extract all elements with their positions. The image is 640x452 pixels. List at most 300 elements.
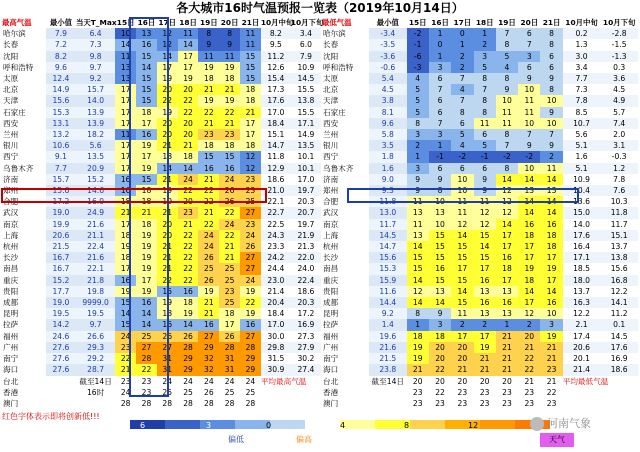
left-value-cell: 19.8 bbox=[76, 286, 115, 297]
left-value-cell: 18 bbox=[136, 219, 157, 230]
left-value-cell: 24 bbox=[224, 376, 235, 386]
right-value-cell: 18.0 bbox=[563, 275, 601, 286]
right-table-row bbox=[322, 185, 638, 196]
left-value-cell: 17 bbox=[115, 140, 136, 151]
left-value-cell: 19.7 bbox=[291, 219, 321, 230]
left-value-cell: 13.1 bbox=[46, 118, 76, 129]
right-value-cell: 15 bbox=[451, 252, 473, 263]
left-value-cell bbox=[46, 387, 76, 398]
scale-label-5: 8 bbox=[404, 421, 410, 430]
left-value-cell: 12.9 bbox=[261, 163, 291, 174]
left-table-row bbox=[2, 129, 321, 140]
left-city-cell: 成都 bbox=[3, 298, 19, 308]
right-city-cell: 台北 bbox=[323, 376, 339, 386]
right-value-cell: -3.4 bbox=[369, 28, 407, 39]
left-value-cell: 19 bbox=[240, 286, 261, 297]
left-value-cell: 22 bbox=[136, 364, 157, 375]
left-value-cell: 19 bbox=[115, 241, 136, 252]
right-value-cell: 2.1 bbox=[563, 319, 601, 330]
right-table-row bbox=[322, 241, 638, 252]
right-value-cell: 6 bbox=[429, 73, 451, 84]
brand-logo bbox=[530, 414, 635, 434]
left-value-cell: 27 bbox=[240, 252, 261, 263]
right-value-cell: 14.0 bbox=[563, 219, 601, 230]
right-value-cell: 5.4 bbox=[369, 73, 407, 84]
right-table-row bbox=[322, 62, 638, 73]
right-value-cell: 11 bbox=[496, 118, 518, 129]
right-value-cell: 17 bbox=[540, 252, 562, 263]
right-city-cell: 福州 bbox=[323, 331, 339, 341]
left-value-cell: 17.0 bbox=[261, 107, 291, 118]
left-value-cell: 19 bbox=[157, 185, 178, 196]
left-value-cell: 8.2 bbox=[46, 51, 76, 62]
left-value-cell: 27.6 bbox=[46, 353, 76, 364]
left-value-cell: 17.7 bbox=[46, 286, 76, 297]
right-value-cell: 2 bbox=[451, 319, 473, 330]
left-value-cell: 平均最高气温 bbox=[260, 376, 307, 386]
left-value-cell: 22 bbox=[178, 185, 199, 196]
left-value-cell: 22 bbox=[219, 207, 240, 218]
left-value-cell: 21 bbox=[198, 118, 219, 129]
right-value-cell: 8 bbox=[407, 118, 429, 129]
left-value-cell: 14 bbox=[136, 62, 157, 73]
left-city-cell: 重庆 bbox=[3, 275, 19, 285]
left-value-cell: 7.7 bbox=[46, 163, 76, 174]
right-value-cell: 1 bbox=[429, 51, 451, 62]
right-value-cell: 23 bbox=[540, 364, 562, 375]
right-value-cell: 15 bbox=[429, 252, 451, 263]
left-value-cell: 22.0 bbox=[291, 252, 321, 263]
left-value-cell: 23 bbox=[240, 174, 261, 185]
left-value-cell: 32 bbox=[198, 364, 219, 375]
left-value-cell: 11.8 bbox=[261, 151, 291, 162]
left-value-cell: 19 bbox=[136, 140, 157, 151]
left-table-row bbox=[2, 207, 321, 218]
scale-label-3: 0 bbox=[266, 421, 272, 430]
right-city-cell: 兰州 bbox=[323, 130, 339, 140]
right-value-cell: 7.4 bbox=[600, 118, 638, 129]
right-value-cell: 5 bbox=[407, 95, 429, 106]
right-value-cell: 21 bbox=[474, 353, 496, 364]
left-value-cell: 26 bbox=[219, 185, 240, 196]
left-value-cell: 19 bbox=[219, 62, 240, 73]
right-value-cell: 2 bbox=[451, 51, 473, 62]
left-value-cell: 11 bbox=[240, 28, 261, 39]
right-table-row bbox=[322, 331, 638, 342]
right-city-cell: 昆明 bbox=[323, 309, 339, 319]
right-value-cell: 6 bbox=[540, 62, 562, 73]
left-value-cell: 22 bbox=[178, 252, 199, 263]
right-value-cell: 8 bbox=[540, 84, 562, 95]
right-header-cell: 16日 bbox=[431, 18, 449, 27]
right-value-cell: 6 bbox=[474, 129, 496, 140]
left-table-row bbox=[2, 252, 321, 263]
right-value-cell: 23 bbox=[457, 398, 468, 408]
left-city-cell: 天津 bbox=[3, 96, 19, 106]
left-value-cell: 6.0 bbox=[291, 39, 321, 50]
left-value-cell: 8.2 bbox=[261, 28, 291, 39]
right-value-cell: 22 bbox=[518, 353, 540, 364]
right-value-cell: 11 bbox=[518, 95, 540, 106]
right-value-cell: 2 bbox=[474, 39, 496, 50]
left-value-cell: 16.9 bbox=[76, 196, 115, 207]
right-header-cell: 最低气温 bbox=[322, 18, 352, 27]
left-value-cell: 11 bbox=[115, 129, 136, 140]
left-value-cell: 19 bbox=[157, 196, 178, 207]
left-value-cell: 20 bbox=[157, 118, 178, 129]
left-value-cell: 23 bbox=[120, 376, 131, 386]
left-value-cell: 16 bbox=[115, 275, 136, 286]
right-value-cell: 6 bbox=[518, 62, 540, 73]
right-value-cell: 10 bbox=[518, 118, 540, 129]
right-value-cell: -3.5 bbox=[369, 39, 407, 50]
left-value-cell: 19 bbox=[136, 252, 157, 263]
right-value-cell: 14.1 bbox=[600, 297, 638, 308]
left-value-cell: 10 bbox=[115, 28, 136, 39]
left-value-cell: 17 bbox=[136, 118, 157, 129]
left-city-cell: 银川 bbox=[3, 141, 19, 151]
right-value-cell: 9 bbox=[474, 174, 496, 185]
left-city-cell: 台北 bbox=[3, 376, 19, 386]
right-value-cell: 15 bbox=[451, 241, 473, 252]
left-value-cell: 15.2 bbox=[76, 174, 115, 185]
right-value-cell: 14.4 bbox=[369, 297, 407, 308]
right-value-cell: 23 bbox=[524, 387, 535, 397]
left-value-cell: 11 bbox=[178, 28, 199, 39]
left-value-cell: 截至14日 bbox=[79, 376, 112, 386]
left-value-cell: 24 bbox=[120, 387, 131, 397]
right-value-cell: 17.6 bbox=[563, 230, 601, 241]
left-value-cell: 19 bbox=[115, 286, 136, 297]
right-value-cell: 6 bbox=[429, 95, 451, 106]
left-table-row bbox=[2, 331, 321, 342]
left-value-cell: 31 bbox=[219, 364, 240, 375]
right-value-cell: 15 bbox=[451, 275, 473, 286]
left-value-cell: 12 bbox=[157, 39, 178, 50]
scale-low-label: 偏低 bbox=[228, 435, 244, 444]
left-value-cell: 18 bbox=[198, 73, 219, 84]
left-value-cell: 15.1 bbox=[261, 129, 291, 140]
left-value-cell: 30.2 bbox=[291, 353, 321, 364]
right-value-cell: 16.3 bbox=[563, 297, 601, 308]
left-value-cell: 15.5 bbox=[291, 107, 321, 118]
right-value-cell: 21.5 bbox=[369, 353, 407, 364]
right-value-cell: 17 bbox=[451, 263, 473, 274]
right-value-cell: 1.6 bbox=[563, 151, 601, 162]
left-value-cell: 28 bbox=[162, 398, 173, 408]
left-value-cell: 22.1 bbox=[261, 196, 291, 207]
left-table-row bbox=[2, 107, 321, 118]
left-value-cell: 21 bbox=[157, 252, 178, 263]
right-header-cell: 19日 bbox=[498, 18, 516, 27]
right-value-cell: -2 bbox=[451, 151, 473, 162]
left-value-cell: 21 bbox=[240, 107, 261, 118]
right-value-cell: 10 bbox=[518, 163, 540, 174]
right-value-cell: 9 bbox=[540, 140, 562, 151]
left-header-cell: 16日 bbox=[137, 18, 156, 27]
right-city-cell: 南昌 bbox=[323, 264, 339, 274]
left-value-cell: 21.9 bbox=[291, 230, 321, 241]
right-value-cell: 7 bbox=[540, 129, 562, 140]
left-city-cell: 呼和浩特 bbox=[3, 62, 34, 72]
left-value-cell: 24 bbox=[198, 241, 219, 252]
right-value-cell: -6 bbox=[407, 51, 429, 62]
left-value-cell: 18 bbox=[157, 308, 178, 319]
left-value-cell: 15.4 bbox=[261, 73, 291, 84]
right-city-cell: 香港 bbox=[323, 387, 339, 397]
right-value-cell: 3 bbox=[474, 51, 496, 62]
right-city-cell: 西宁 bbox=[323, 152, 339, 162]
right-value-cell: 11 bbox=[474, 118, 496, 129]
right-table-row bbox=[322, 319, 638, 330]
left-city-cell: 西宁 bbox=[3, 152, 19, 162]
right-value-cell: 7 bbox=[429, 118, 451, 129]
left-value-cell: 3.4 bbox=[291, 28, 321, 39]
right-value-cell: 19 bbox=[407, 342, 429, 353]
left-value-cell: 17 bbox=[240, 129, 261, 140]
left-value-cell: 19 bbox=[198, 286, 219, 297]
left-value-cell: 20.7 bbox=[291, 207, 321, 218]
right-city-cell: 杭州 bbox=[323, 242, 339, 252]
left-value-cell: 24 bbox=[240, 230, 261, 241]
left-value-cell: 24 bbox=[240, 275, 261, 286]
left-value-cell: 12.6 bbox=[261, 62, 291, 73]
left-value-cell: 13 bbox=[115, 62, 136, 73]
right-value-cell: 12 bbox=[474, 219, 496, 230]
left-value-cell: 17 bbox=[219, 319, 240, 330]
right-value-cell: 15.1 bbox=[600, 230, 638, 241]
left-value-cell: 20.6 bbox=[46, 230, 76, 241]
left-table-row bbox=[2, 219, 321, 230]
left-city-cell: 合肥 bbox=[3, 197, 19, 207]
right-value-cell: 17 bbox=[518, 297, 540, 308]
right-value-cell: 7 bbox=[429, 84, 451, 95]
left-table-row bbox=[2, 140, 321, 151]
right-value-cell: 7.6 bbox=[600, 185, 638, 196]
right-table-row bbox=[322, 376, 638, 387]
right-header-cell: 20日 bbox=[520, 18, 539, 27]
left-value-cell: 18 bbox=[136, 107, 157, 118]
left-value-cell: 29.2 bbox=[76, 353, 115, 364]
left-value-cell: 19.5 bbox=[46, 308, 76, 319]
right-city-cell: 重庆 bbox=[323, 275, 339, 285]
left-value-cell: 28 bbox=[120, 398, 131, 408]
left-value-cell: 19.9 bbox=[46, 219, 76, 230]
right-value-cell: 17.6 bbox=[600, 342, 638, 353]
left-value-cell: 28 bbox=[204, 398, 214, 408]
left-value-cell: 14 bbox=[178, 163, 199, 174]
right-value-cell: 17 bbox=[518, 252, 540, 263]
right-value-cell: 9 bbox=[496, 84, 518, 95]
right-value-cell: 13 bbox=[407, 207, 429, 218]
left-value-cell: 13.2 bbox=[46, 129, 76, 140]
left-value-cell: 11 bbox=[219, 51, 240, 62]
left-value-cell: 24.4 bbox=[261, 263, 291, 274]
right-table-row bbox=[322, 286, 638, 297]
right-value-cell: 15 bbox=[474, 230, 496, 241]
left-value-cell: 22 bbox=[178, 275, 199, 286]
right-value-cell: 16 bbox=[540, 297, 562, 308]
left-value-cell: 16.9 bbox=[291, 319, 321, 330]
left-value-cell: 18 bbox=[178, 297, 199, 308]
left-value-cell: 9.7 bbox=[76, 319, 115, 330]
left-table-row bbox=[2, 387, 321, 398]
right-value-cell: 1 bbox=[451, 39, 473, 50]
right-value-cell: 16 bbox=[496, 297, 518, 308]
left-value-cell: 17.2 bbox=[291, 308, 321, 319]
left-value-cell: 20.3 bbox=[291, 196, 321, 207]
left-city-cell: 广州 bbox=[3, 342, 19, 352]
left-value-cell bbox=[46, 398, 76, 409]
left-value-cell: 21 bbox=[178, 140, 199, 151]
left-header-cell: 20日 bbox=[220, 18, 239, 27]
left-value-cell: 14.7 bbox=[261, 140, 291, 151]
right-value-cell: 20.1 bbox=[563, 353, 601, 364]
left-value-cell: 18 bbox=[240, 84, 261, 95]
right-value-cell: 17.4 bbox=[563, 331, 601, 342]
right-value-cell: 23 bbox=[502, 398, 512, 408]
left-value-cell: 22 bbox=[178, 263, 199, 274]
left-value-cell: 16时 bbox=[86, 387, 105, 397]
right-value-cell: 21 bbox=[546, 376, 557, 386]
right-value-cell: 17 bbox=[518, 241, 540, 252]
right-city-cell: 长春 bbox=[323, 40, 339, 50]
right-value-cell: 13 bbox=[474, 308, 496, 319]
left-table-row bbox=[2, 174, 321, 185]
left-value-cell: 18.2 bbox=[76, 129, 115, 140]
right-table-row bbox=[322, 342, 638, 353]
left-value-cell: 21 bbox=[198, 174, 219, 185]
right-value-cell: 20 bbox=[518, 331, 540, 342]
left-value-cell: 30.9 bbox=[261, 364, 291, 375]
right-value-cell: 11.8 bbox=[600, 207, 638, 218]
right-value-cell: 5.6 bbox=[563, 129, 601, 140]
left-value-cell: 20 bbox=[178, 129, 199, 140]
right-value-cell: 8 bbox=[540, 28, 562, 39]
right-value-cell: 8 bbox=[474, 73, 496, 84]
left-value-cell bbox=[46, 376, 76, 387]
left-value-cell: 27 bbox=[240, 331, 261, 342]
right-value-cell: 21.6 bbox=[369, 342, 407, 353]
left-value-cell: 17.3 bbox=[261, 84, 291, 95]
right-value-cell: 6 bbox=[474, 163, 496, 174]
left-value-cell: 23 bbox=[198, 129, 219, 140]
left-value-cell: 28 bbox=[141, 398, 152, 408]
left-value-cell: 24 bbox=[115, 331, 136, 342]
right-header-cell: 17日 bbox=[453, 18, 472, 27]
left-header-cell: 最高气温 bbox=[2, 18, 32, 27]
right-value-cell: -1 bbox=[429, 151, 451, 162]
right-value-cell: 13.7 bbox=[600, 241, 638, 252]
left-city-cell: 西安 bbox=[3, 118, 19, 128]
right-value-cell: 23 bbox=[412, 387, 423, 397]
left-value-cell: 12 bbox=[240, 151, 261, 162]
left-value-cell: 26 bbox=[178, 331, 199, 342]
left-value-cell: 17 bbox=[115, 95, 136, 106]
left-value-cell: 9999.0 bbox=[76, 297, 115, 308]
right-table-row bbox=[322, 129, 638, 140]
right-value-cell: 21 bbox=[540, 353, 562, 364]
left-value-cell: 12.4 bbox=[46, 73, 76, 84]
left-city-cell: 南昌 bbox=[3, 264, 19, 274]
right-value-cell: 14 bbox=[407, 297, 429, 308]
left-value-cell: 24 bbox=[162, 376, 173, 386]
left-value-cell: 29 bbox=[240, 353, 261, 364]
left-value-cell: 23 bbox=[240, 219, 261, 230]
right-value-cell: 8 bbox=[474, 107, 496, 118]
left-value-cell: 15 bbox=[115, 319, 136, 330]
left-value-cell: 20 bbox=[178, 84, 199, 95]
left-value-cell: 6.4 bbox=[76, 28, 115, 39]
left-value-cell: 14.2 bbox=[46, 319, 76, 330]
right-value-cell: 0.2 bbox=[563, 28, 601, 39]
left-value-cell: 20 bbox=[157, 219, 178, 230]
right-value-cell: 13 bbox=[518, 185, 540, 196]
right-value-cell: 16 bbox=[496, 252, 518, 263]
left-value-cell: 22 bbox=[240, 297, 261, 308]
right-value-cell: 16 bbox=[429, 263, 451, 274]
left-value-cell: 25 bbox=[245, 387, 256, 397]
right-value-cell: 4 bbox=[496, 62, 518, 73]
left-table-row bbox=[2, 286, 321, 297]
right-value-cell: 20 bbox=[435, 376, 445, 386]
right-city-cell: 天津 bbox=[323, 96, 339, 106]
left-value-cell: 11.2 bbox=[261, 51, 291, 62]
right-table-row bbox=[322, 107, 638, 118]
right-value-cell: 18 bbox=[429, 331, 451, 342]
left-value-cell: 26 bbox=[204, 387, 214, 397]
right-value-cell: 8 bbox=[496, 163, 518, 174]
left-value-cell: 17.6 bbox=[261, 95, 291, 106]
left-value-cell bbox=[261, 387, 291, 398]
right-value-cell: 6 bbox=[429, 107, 451, 118]
left-value-cell: 14 bbox=[157, 163, 178, 174]
left-value-cell: 22 bbox=[198, 185, 219, 196]
right-value-cell: 14 bbox=[518, 286, 540, 297]
left-value-cell: 28 bbox=[178, 342, 199, 353]
right-value-cell: 11.7 bbox=[600, 219, 638, 230]
right-value-cell: 13.7 bbox=[563, 286, 601, 297]
left-value-cell: 14 bbox=[115, 39, 136, 50]
right-city-cell: 南宁 bbox=[323, 354, 339, 364]
left-value-cell: 16 bbox=[136, 39, 157, 50]
left-value-cell: 21.1 bbox=[76, 230, 115, 241]
right-value-cell: 0.1 bbox=[600, 319, 638, 330]
left-value-cell: 13.9 bbox=[76, 107, 115, 118]
right-value-cell: 23 bbox=[479, 387, 490, 397]
right-value-cell: 1.4 bbox=[369, 319, 407, 330]
left-value-cell: 19 bbox=[198, 95, 219, 106]
left-value-cell: 31.5 bbox=[261, 353, 291, 364]
right-table-row bbox=[322, 51, 638, 62]
right-table-row bbox=[322, 174, 638, 185]
left-value-cell: 19 bbox=[178, 308, 199, 319]
right-value-cell: 3.4 bbox=[563, 62, 601, 73]
left-value-cell: 19 bbox=[136, 230, 157, 241]
left-value-cell: 19 bbox=[136, 263, 157, 274]
right-value-cell: 10 bbox=[429, 196, 451, 207]
right-value-cell: 13 bbox=[429, 286, 451, 297]
left-value-cell: 19 bbox=[136, 286, 157, 297]
left-value-cell: 21 bbox=[219, 241, 240, 252]
left-city-cell: 兰州 bbox=[3, 130, 19, 140]
right-header-cell: 10月下旬 bbox=[602, 18, 636, 27]
left-value-cell: 24.2 bbox=[261, 252, 291, 263]
left-value-cell bbox=[76, 398, 115, 409]
right-value-cell: 12 bbox=[474, 207, 496, 218]
left-value-cell: 22 bbox=[198, 219, 219, 230]
right-value-cell: 6 bbox=[540, 51, 562, 62]
